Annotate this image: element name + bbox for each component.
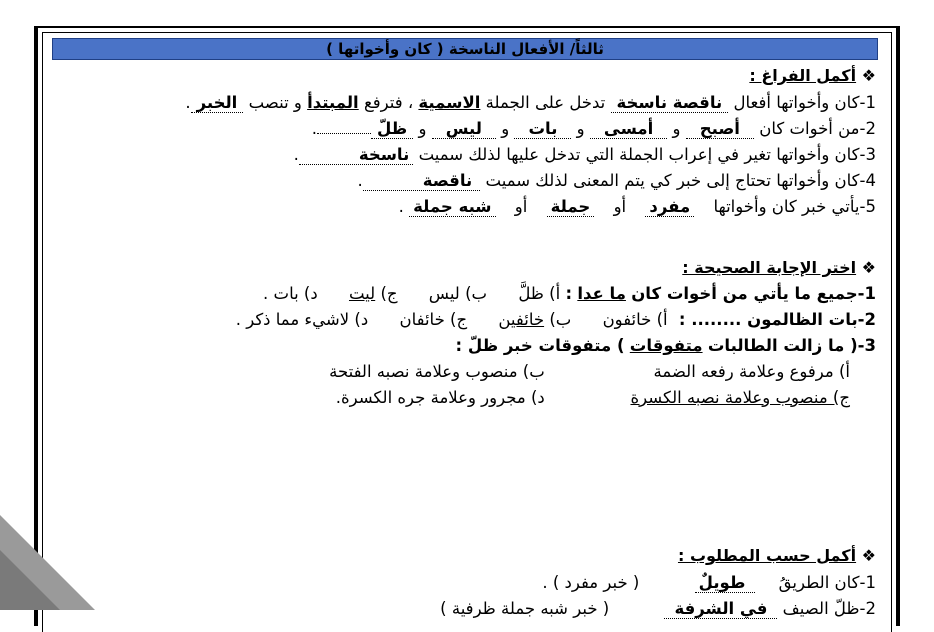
line-end: .: [398, 197, 404, 216]
line-end: .: [311, 119, 317, 138]
option-d: د) بات .: [263, 284, 318, 303]
conjunction: أو: [613, 197, 627, 216]
option-b: ب) ليس: [428, 284, 488, 303]
line-number: 5-: [859, 197, 876, 216]
answer: الخبر: [191, 94, 244, 113]
question-3: [456, 335, 876, 357]
question-stem: جميع ما يأتي من أخوات كان: [631, 284, 858, 303]
complete-as-required-heading-text: أكمل حسب المطلوب :: [677, 546, 857, 565]
section-title-bar: [52, 38, 878, 60]
complete-line-1: [542, 572, 876, 594]
option-c-correct: ليت: [348, 284, 376, 303]
fill-line-3: [294, 144, 876, 166]
answer: جملة: [547, 198, 595, 217]
line-end: .: [357, 171, 363, 190]
line-text: كان وأخواتها تحتاج إلى خبر كي يتم المعنى لذلك سميت: [485, 171, 860, 190]
multiple-choice-heading-text: اختر الإجابة الصحيحة :: [682, 258, 857, 277]
bullet-icon: ❖: [861, 546, 876, 565]
option-a: أ) خائفون: [602, 310, 668, 329]
line-number: 2-: [859, 599, 876, 618]
option-b-letter: ب): [549, 310, 572, 329]
fill-line-4: [358, 170, 876, 192]
option-a: أ) مرفوع وعلامة رفعه الضمة: [653, 362, 850, 381]
line-number: 1-: [857, 284, 876, 303]
conjunction: و: [576, 119, 585, 138]
complete-as-required-heading: [678, 546, 876, 565]
line-number: 3-: [859, 145, 876, 164]
option-c: ج) خائفان: [399, 310, 468, 329]
option-b-correct: خائفين: [498, 310, 545, 329]
line-note: ( خبر مفرد ) .: [542, 573, 640, 592]
conjunction: و: [501, 119, 510, 138]
answer: الاسمية: [418, 93, 481, 112]
answer: ناقصة: [363, 172, 480, 191]
fill-blanks-heading: [749, 66, 876, 85]
answer: ظلّ: [371, 120, 413, 139]
complete-line-2: [440, 598, 876, 620]
question-stem: بات الظالمون ........ :: [678, 310, 858, 329]
answer: ناسخة: [299, 146, 414, 165]
answer: ليس: [432, 120, 496, 139]
question-stem-end: ) متفوقات خبر ظلّ :: [455, 336, 625, 355]
answer: مفرد: [645, 198, 694, 217]
conjunction: و: [672, 119, 681, 138]
line-text: كان وأخواتها أفعال: [733, 93, 860, 112]
line-number: 3-: [857, 336, 876, 355]
line-text: تدخل على الجملة: [485, 93, 606, 112]
line-text: و تنصب: [248, 93, 302, 112]
line-text: ، فترفع: [363, 93, 414, 112]
answer: المبتدأ: [307, 93, 359, 112]
option-d: د) مجرور وعلامة جره الكسرة.: [335, 388, 545, 407]
line-number: 1-: [859, 93, 876, 112]
line-note: ( خبر شبه جملة ظرفية ): [440, 599, 610, 618]
bullet-icon: ❖: [861, 258, 876, 277]
question-2: [210, 309, 876, 331]
question-1: [237, 283, 876, 305]
question-stem-emphasis: ما عدا: [577, 284, 626, 303]
line-number: 2-: [859, 119, 876, 138]
answer: أصبح: [686, 120, 754, 139]
fill-line-2: [312, 118, 876, 140]
question-stem-emphasis: متفوقات: [629, 336, 703, 355]
line-text: كان الطريقُ: [778, 573, 860, 592]
question-3-options-row-1: [329, 361, 850, 383]
answer: طويلٌ: [695, 574, 756, 593]
line-number: 4-: [859, 171, 876, 190]
fill-line-1: [185, 92, 876, 114]
answer: أمسى: [590, 120, 667, 139]
fill-line-5: [399, 196, 876, 218]
line-text: من أخوات كان: [759, 119, 860, 138]
line-text: كان وأخواتها تغير في إعراب الجملة التي تدخل عليها لذلك سميت: [418, 145, 860, 164]
fill-blanks-heading-text: أكمل الفراغ :: [749, 66, 857, 85]
line-end: .: [185, 93, 191, 112]
section-title: ثالثاً/ الأفعال الناسخة ( كان وأخواتها ): [326, 40, 604, 58]
line-text: ظلّ الصيف: [782, 599, 860, 618]
conjunction: و: [418, 119, 427, 138]
line-end: .: [293, 145, 299, 164]
blank-line: [317, 119, 371, 134]
option-d: د) لاشيء مما ذكر .: [235, 310, 369, 329]
question-colon: :: [565, 284, 573, 303]
question-3-options-row-2: [336, 387, 850, 409]
option-a: أ) ظلَّ: [518, 284, 561, 303]
answer: في الشرفة: [664, 600, 777, 619]
multiple-choice-heading: [682, 258, 876, 277]
answer: بات: [514, 120, 571, 139]
bullet-icon: ❖: [861, 66, 876, 85]
line-text: يأتي خبر كان وأخواتها: [713, 197, 860, 216]
option-c-letter: ج): [380, 284, 398, 303]
option-c-correct: ج) منصوب وعلامة نصبه الكسرة: [630, 388, 850, 407]
conjunction: أو: [514, 197, 528, 216]
answer: شبه جملة: [409, 198, 495, 217]
page-curl-shade: [0, 550, 60, 610]
answer: ناقصة ناسخة: [611, 94, 729, 113]
option-b: ب) منصوب وعلامة نصبه الفتحة: [329, 362, 545, 381]
line-number: 2-: [857, 310, 876, 329]
worksheet-page: [52, 38, 880, 618]
line-number: 1-: [859, 573, 876, 592]
question-stem: ( ما زالت الطالبات: [707, 336, 858, 355]
